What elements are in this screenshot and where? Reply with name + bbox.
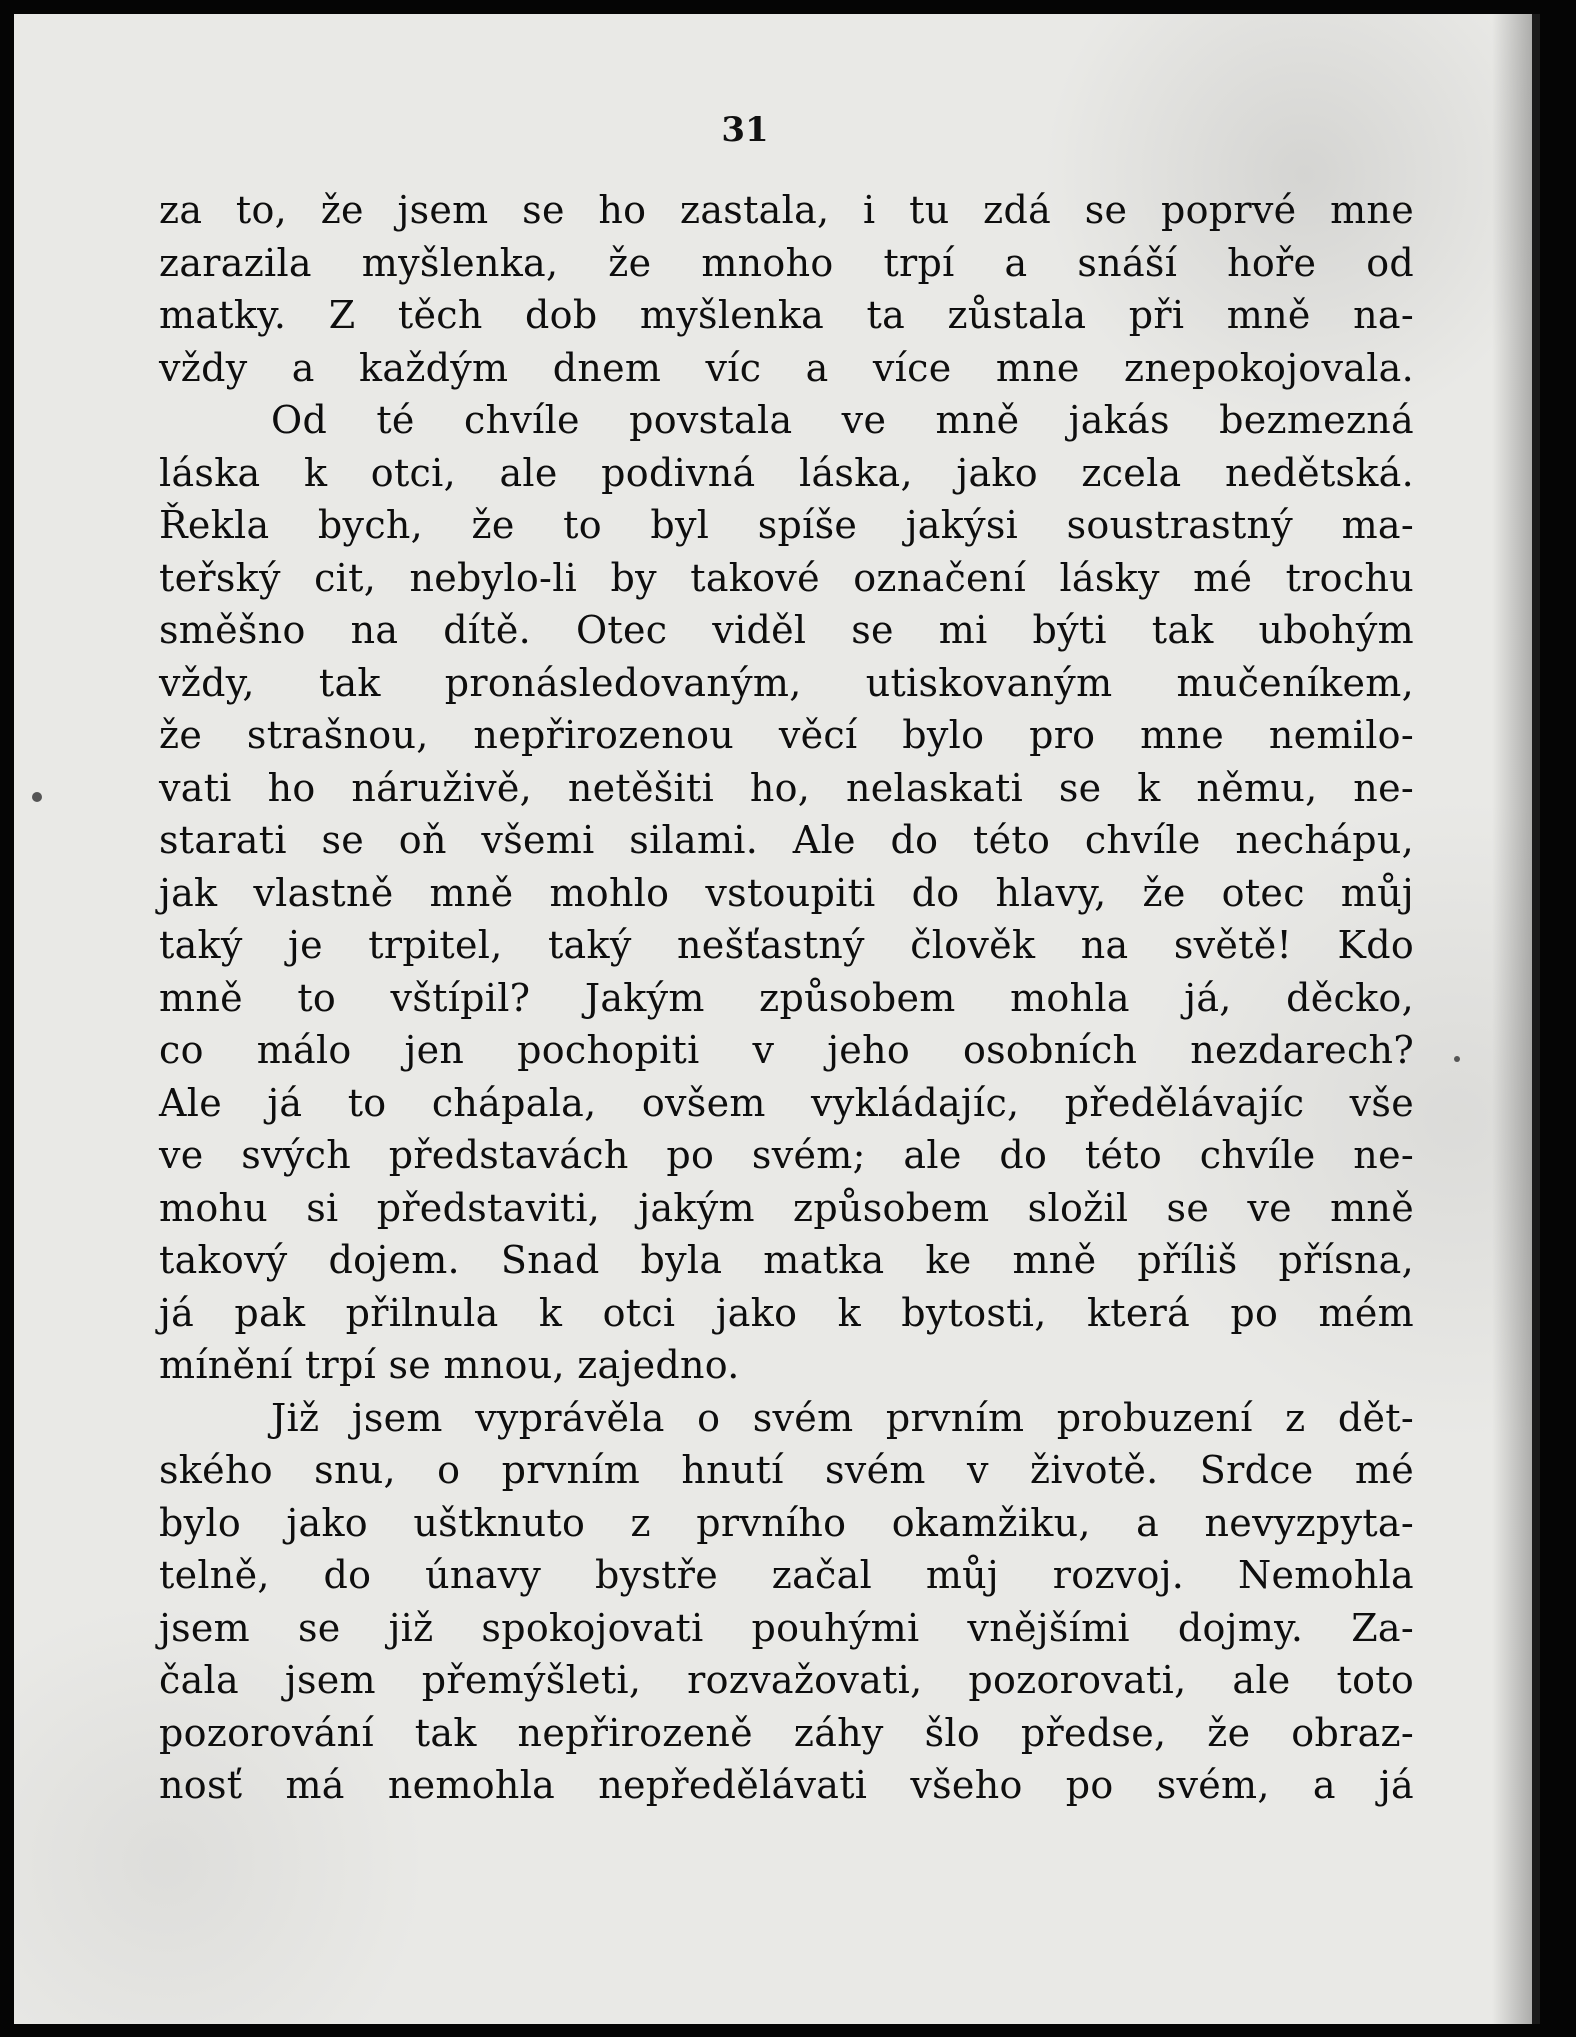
scan-speck <box>1454 1056 1460 1062</box>
text-line: já pak přilnula k otci jako k bytosti, která po mém <box>159 1290 1414 1335</box>
text-line: Ale já to chápala, ovšem vykládajíc, předělávajíc vše <box>159 1080 1414 1125</box>
page-edge-shadow <box>1492 14 1532 2024</box>
text-line: mínění trpí se mnou, zajedno. <box>159 1343 740 1387</box>
book-page <box>14 14 1540 2024</box>
text-line: mně to vštípil? Jakým způsobem mohla já, děcko, <box>159 975 1414 1020</box>
text-line: Od té chvíle povstala ve mně jakás bezmezná <box>271 398 1414 442</box>
text-line: jsem se již spokojovati pouhými vnějšími dojmy. Za- <box>159 1605 1414 1650</box>
text-line: taký je trpitel, taký nešťastný člověk na světě! Kdo <box>159 923 1414 967</box>
text-line: ve svých představách po svém; ale do této chvíle ne- <box>159 1133 1414 1177</box>
text-line: takový dojem. Snad byla matka ke mně příliš přísna, <box>159 1238 1414 1282</box>
text-line: teřský cit, nebylo-li by takové označení lásky mé trochu <box>159 555 1414 600</box>
text-line: pozorování tak nepřirozeně záhy šlo předse, že obraz- <box>159 1710 1414 1755</box>
scan-speck <box>32 792 42 802</box>
text-line: Již jsem vyprávěla o svém prvním probuzení z dět- <box>271 1395 1414 1440</box>
text-line: čala jsem přemýšleti, rozvažovati, pozorovati, ale toto <box>159 1658 1414 1702</box>
text-line: Řekla bych, že to byl spíše jakýsi soustrastný ma- <box>159 503 1414 547</box>
text-line: matky. Z těch dob myšlenka ta zůstala při mně na- <box>159 293 1414 337</box>
text-line: telně, do únavy bystře začal můj rozvoj. Nemohla <box>159 1553 1414 1597</box>
text-line: starati se oň všemi silami. Ale do této chvíle nechápu, <box>159 818 1414 862</box>
text-line: mohu si představiti, jakým způsobem složil se ve mně <box>159 1185 1414 1230</box>
body-text <box>159 184 1414 1812</box>
text-line: láska k otci, ale podivná láska, jako zcela nedětská. <box>159 450 1414 495</box>
text-line: vždy a každým dnem víc a více mne znepokojovala. <box>159 345 1414 390</box>
text-line: vati ho náruživě, netěšiti ho, nelaskati se k němu, ne- <box>159 765 1414 810</box>
text-line: zarazila myšlenka, že mnoho trpí a snáší hoře od <box>159 240 1414 285</box>
text-line: za to, že jsem se ho zastala, i tu zdá se poprvé mne <box>159 188 1414 232</box>
text-line: směšno na dítě. Otec viděl se mi býti tak ubohým <box>159 608 1414 652</box>
text-line: ského snu, o prvním hnutí svém v životě. Srdce mé <box>159 1448 1414 1492</box>
text-line: co málo jen pochopiti v jeho osobních nezdarech? <box>159 1028 1414 1072</box>
text-line: bylo jako uštknuto z prvního okamžiku, a nevyzpyta- <box>159 1500 1414 1545</box>
text-line: jak vlastně mně mohlo vstoupiti do hlavy, že otec můj <box>159 870 1414 915</box>
text-line: že strašnou, nepřirozenou věcí bylo pro mne nemilo- <box>159 713 1414 757</box>
text-line: nosť má nemohla nepředělávati všeho po svém, a já <box>159 1763 1414 1807</box>
text-line: vždy, tak pronásledovaným, utiskovaným mučeníkem, <box>159 660 1414 705</box>
page-number: 31 <box>721 110 769 150</box>
